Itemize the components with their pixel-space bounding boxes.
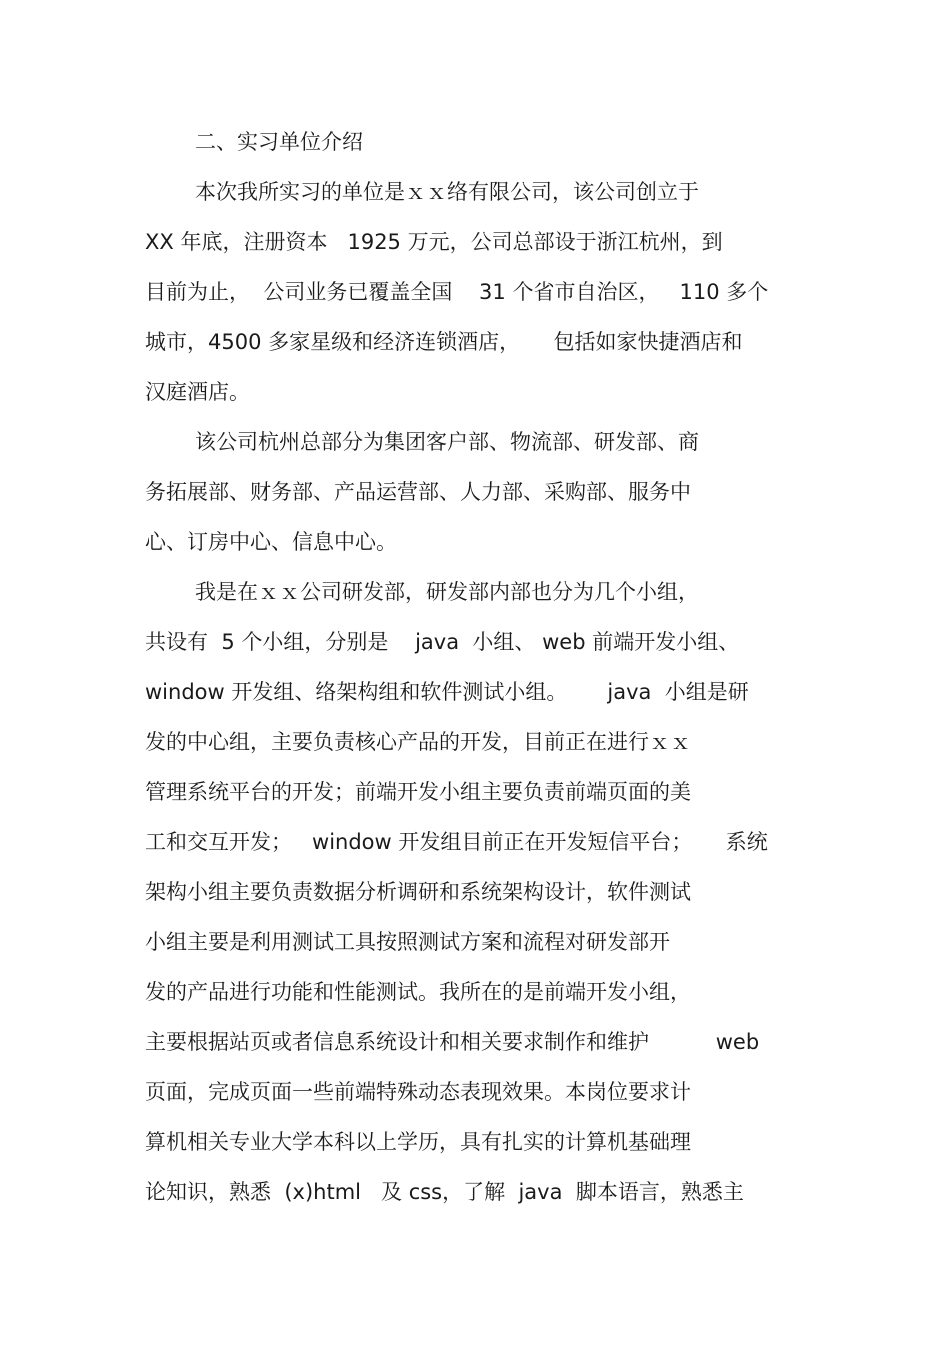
paragraph-line: 务拓展部、财务部、产品运营部、人力部、采购部、服务中 xyxy=(145,480,691,504)
paragraph-line: 页面，完成页面一些前端特殊动态表现效果。本岗位要求计 xyxy=(145,1080,691,1104)
paragraph-line: window 开发组、络架构组和软件测试小组。 java 小组是研 xyxy=(145,680,749,704)
paragraph-line: 小组主要是利用测试工具按照测试方案和流程对研发部开 xyxy=(145,930,670,954)
section-heading: 二、实习单位介绍 xyxy=(195,130,363,154)
paragraph-line: 汉庭酒店。 xyxy=(145,380,250,404)
paragraph-line: 该公司杭州总部分为集团客户部、物流部、研发部、商 xyxy=(195,430,699,454)
paragraph-line: 本次我所实习的单位是ｘｘ络有限公司，该公司创立于 xyxy=(195,180,699,204)
paragraph-line: 架构小组主要负责数据分析调研和系统架构设计，软件测试 xyxy=(145,880,691,904)
paragraph-line: XX 年底，注册资本 1925 万元，公司总部设于浙江杭州，到 xyxy=(145,230,723,254)
paragraph-line: 共设有 5 个小组，分别是 java 小组、 web 前端开发小组、 xyxy=(145,630,740,654)
paragraph-line: 管理系统平台的开发；前端开发小组主要负责前端页面的美 xyxy=(145,780,691,804)
paragraph-line: 主要根据站页或者信息系统设计和相关要求制作和维护 web xyxy=(145,1030,760,1054)
paragraph-line: 我是在ｘｘ公司研发部，研发部内部也分为几个小组， xyxy=(195,580,699,604)
paragraph-line: 城市，4500 多家星级和经济连锁酒店， 包括如家快捷酒店和 xyxy=(145,330,743,354)
paragraph-line: 心、订房中心、信息中心。 xyxy=(145,530,397,554)
paragraph-line: 发的中心组，主要负责核心产品的开发，目前正在进行ｘｘ xyxy=(145,730,691,754)
paragraph-line: 目前为止， 公司业务已覆盖全国 31 个省市自治区， 110 多个 xyxy=(145,280,769,304)
paragraph-line: 论知识，熟悉 (x)html 及 css，了解 java 脚本语言，熟悉主 xyxy=(145,1180,744,1204)
paragraph-line: 工和交互开发； window 开发组目前正在开发短信平台； 系统 xyxy=(145,830,768,854)
paragraph-line: 发的产品进行功能和性能测试。我所在的是前端开发小组， xyxy=(145,980,691,1004)
paragraph-line: 算机相关专业大学本科以上学历，具有扎实的计算机基础理 xyxy=(145,1130,691,1154)
